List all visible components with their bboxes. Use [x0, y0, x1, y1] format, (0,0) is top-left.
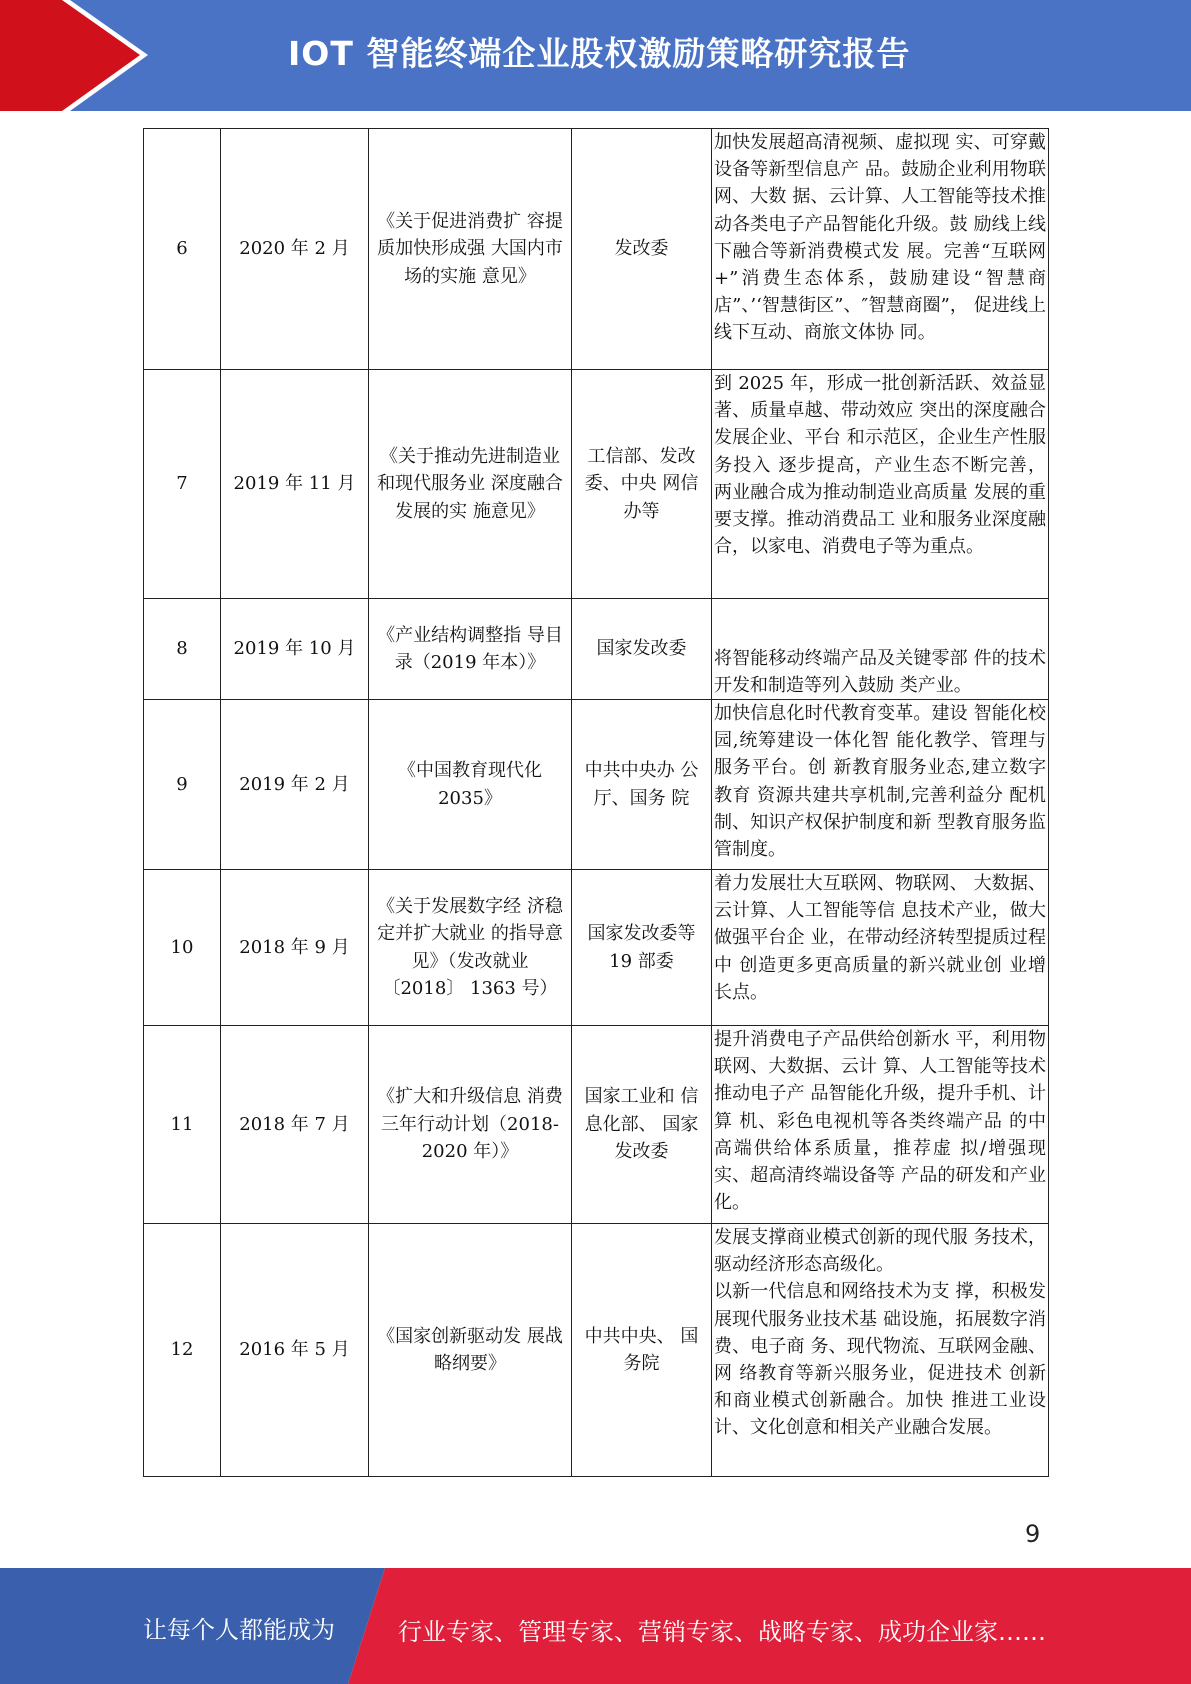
policy-content: 提升消费电子产品供给创新水 平，利用物联网、大数据、云计 算、人工智能等技术推动电子产 品智能化升级，提升手机、计算 机、彩色电视机等各类终端产品 的中高端供给体系质量，推荐虚 拟/增强现实、超高清终端设备等 产品的研发和产业化。: [712, 1026, 1049, 1224]
row-number: 10: [144, 870, 221, 1026]
issuing-authority: 中共中央办 公厅、国务 院: [572, 700, 712, 870]
row-number: 7: [144, 370, 221, 599]
row-number: 9: [144, 700, 221, 870]
row-number: 12: [144, 1224, 221, 1477]
issuing-authority: 国家发改委: [572, 599, 712, 700]
policy-content: 着力发展壮大互联网、物联网、 大数据、云计算、人工智能等信 息技术产业，做大做强平台企 业，在带动经济转型提质过程中 创造更多更高质量的新兴就业创 业增长点。: [712, 870, 1049, 1026]
table-row: [144, 1026, 1049, 1224]
report-title: IOT 智能终端企业股权激励策略研究报告: [288, 34, 911, 73]
issuing-authority: 工信部、发改委、中央 网信办等: [572, 370, 712, 599]
issue-date: 2018 年 7 月: [221, 1026, 369, 1224]
table-row: [144, 700, 1049, 870]
document-title: 《关于发展数字经 济稳定并扩大就业 的指导意见》（发改就业〔2018〕 1363 号）: [369, 870, 572, 1026]
table-row: [144, 129, 1049, 370]
policy-content: 发展支撑商业模式创新的现代服 务技术，驱动经济形态高级化。 以新一代信息和网络技术为支 撑，积极发展现代服务业技术基 础设施，拓展数字消费、电子商 务、现代物流、互联网金融、网 络教育等新兴服务业，促进技术 创新和商业模式创新融合。加快 推进工业设计、文化创意和相关产业融合发展。: [712, 1224, 1049, 1477]
issue-date: 2016 年 5 月: [221, 1224, 369, 1477]
table-row: [144, 370, 1049, 599]
issue-date: 2018 年 9 月: [221, 870, 369, 1026]
table-row: [144, 599, 1049, 700]
document-title: 《国家创新驱动发 展战略纲要》: [369, 1224, 572, 1477]
policy-content: 加快发展超高清视频、虚拟现 实、可穿戴设备等新型信息产 品。鼓励企业利用物联网、大数 据、云计算、人工智能等技术推 动各类电子产品智能化升级。鼓 励线上线下融合等新消费模式发 展。完善“互联网+”消费生态体系，鼓励建设“智慧商店”、’‘智慧街区”、″智慧商圈”， 促进线上线下互动、商旅文体协 同。: [712, 129, 1049, 370]
footer-slogan-right: 行业专家、管理专家、营销专家、战略专家、成功企业家……: [398, 1618, 1046, 1646]
issuing-authority: 发改委: [572, 129, 712, 370]
row-number: 6: [144, 129, 221, 370]
issue-date: 2019 年 10 月: [221, 599, 369, 700]
row-number: 11: [144, 1026, 221, 1224]
document-title: 《中国教育现代化 2035》: [369, 700, 572, 870]
row-number: 8: [144, 599, 221, 700]
page-header: [0, 0, 1191, 111]
table-row: [144, 870, 1049, 1026]
document-title: 《产业结构调整指 导目录（2019 年本）》: [369, 599, 572, 700]
policy-content: 到 2025 年，形成一批创新活跃、效益显著、质量卓越、带动效应 突出的深度融合发展企业、平台 和示范区，企业生产性服务投入 逐步提高，产业生态不断完善， 两业融合成为推动制造业高质量 发展的重要支撑。推动消费品工 业和服务业深度融合，以家电、消费电子等为重点。: [712, 370, 1049, 599]
document-title: 《关于推动先进制造业和现代服务业 深度融合发展的实 施意见》: [369, 370, 572, 599]
document-title: 《扩大和升级信息 消费三年行动计划（2018-2020 年）》: [369, 1026, 572, 1224]
policy-content: 将智能移动终端产品及关键零部 件的技术开发和制造等列入鼓励 类产业。: [712, 599, 1049, 700]
issue-date: 2019 年 11 月: [221, 370, 369, 599]
page-number: 9: [1025, 1520, 1041, 1548]
table-row: [144, 1224, 1049, 1477]
issue-date: 2020 年 2 月: [221, 129, 369, 370]
document-title: 《关于促进消费扩 容提质加快形成强 大国内市场的实施 意见》: [369, 129, 572, 370]
page-footer: [0, 1568, 1191, 1684]
issue-date: 2019 年 2 月: [221, 700, 369, 870]
issuing-authority: 中共中央、 国务院: [572, 1224, 712, 1477]
policy-table: [143, 128, 1049, 1477]
footer-slogan-left: 让每个人都能成为: [143, 1616, 335, 1644]
issuing-authority: 国家工业和 信息化部、 国家发改委: [572, 1026, 712, 1224]
issuing-authority: 国家发改委等 19 部委: [572, 870, 712, 1026]
policy-content: 加快信息化时代教育变革。建设 智能化校园,统筹建设一体化智 能化教学、管理与服务平台。创 新教育服务业态,建立数字教育 资源共建共享机制,完善利益分 配机制、知识产权保护制度和新 型教育服务监管制度。: [712, 700, 1049, 870]
